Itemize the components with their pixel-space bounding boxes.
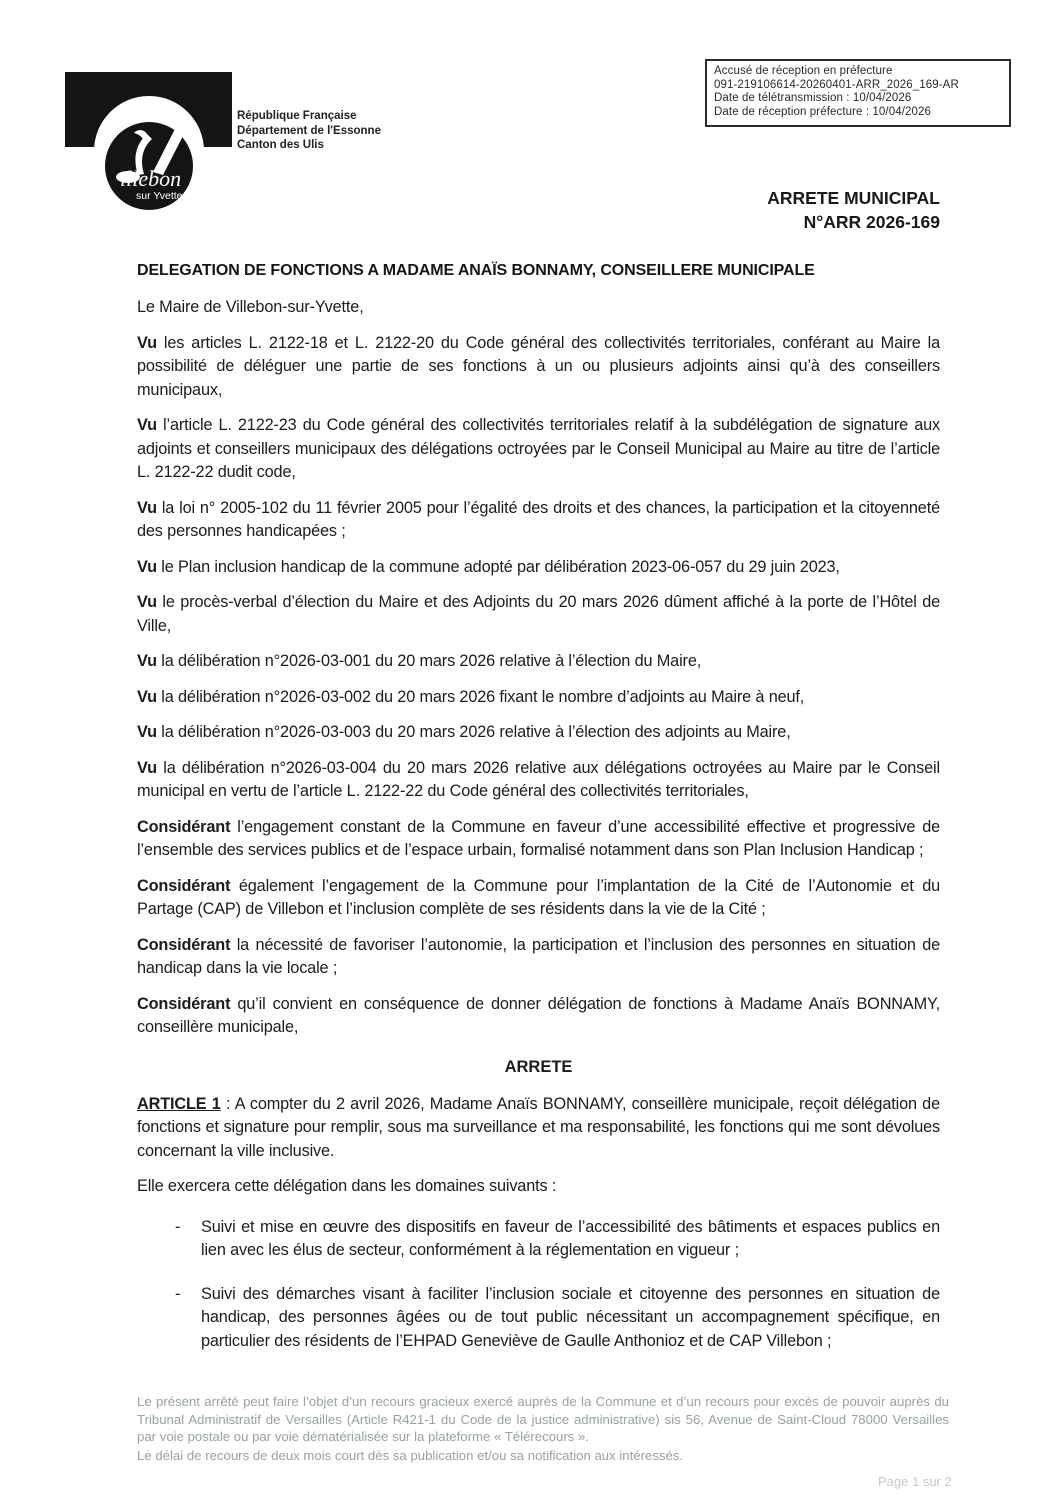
arrete-label: ARRETE [504,1057,573,1076]
article-1-separator: : [220,1094,235,1113]
villebon-logo-icon [64,71,236,219]
vu-lead: Vu [137,498,157,517]
delegation-intro: Elle exercera cette délégation dans les domaines suivants : [137,1177,557,1195]
vu-paragraph [137,497,940,544]
decree-title-block [767,186,940,234]
considerant-lead: Considérant [137,876,231,895]
considerant-text: l’engagement constant de la Commune en faveur d’une accessibilité effective et progressive de l’ensemble des services publics et de l’espace urbain, formalisé notamment dans son Plan Inclusion Handicap ; [137,817,940,859]
article-1-text: A compter du 2 avril 2026, Madame Anaïs BONNAMY, conseillère municipale, reçoit délégation de fonctions et signature pour remplir, sous ma surveillance et ma responsabilité, les fonctions qui me sont dévolues concernant la ville inclusive. [137,1094,940,1160]
vu-lead: Vu [137,593,157,611]
vu-text: la délibération n°2026-03-003 du 20 mars 2026 relative à l’élection des adjoints au Maire, [161,723,791,741]
legal-notice-recourse: Le présent arrêté peut faire l’objet d’un recours gracieux exercé auprès de la Commune et d’un recours pour excès de pouvoir auprès du Tribunal Administratif de Versailles (Article R421-1 du Code de la justice administrative) sis 56, Avenue de Saint-Cloud 78000 Versailles par voie postale ou par voie dématérialisée sur la plateforme « Télérecours ». [137,1394,949,1444]
intro-line: Le Maire de Villebon-sur-Yvette, [137,298,364,316]
vu-paragraph [137,591,940,638]
vu-text: la délibération n°2026-03-001 du 20 mars 2026 relative à l’élection du Maire, [161,652,702,670]
prefecture-receipt-box [705,59,1011,127]
receipt-line-1: Accusé de réception en préfecture [714,65,893,77]
region-line-canton: Canton des Ulis [237,139,324,151]
vu-text: l’article L. 2122-23 du Code général des collectivités territoriales relatif à la subdélégation de signature aux adjoints et conseillers municipaux des délégations octroyées par le Conseil Municipal au Maire au titre de l’article L. 2122-22 dudit code, [137,416,941,481]
vu-paragraph [137,721,940,745]
vu-lead: Vu [137,687,157,706]
decree-number: N°ARR 2026-169 [803,212,940,232]
region-block [237,109,381,153]
receipt-line-2: 091-219106614-20260401-ARR_2026_169-AR [714,78,959,91]
vu-paragraph [137,686,940,710]
vu-lead: Vu [137,416,157,434]
considerant-lead: Considérant [137,994,231,1013]
region-line-departement: Département de l'Essonne [237,124,381,137]
vu-text: la délibération n°2026-03-004 du 20 mars 2026 relative aux délégations octroyées au Maire par le Conseil municipal en vertu de l’article L. 2122-22 du Code général des collectivités territoriales, [137,758,940,800]
considerant-lead: Considérant [137,817,231,836]
bullet-text: Suivi et mise en œuvre des dispositifs en faveur de l’accessibilité des bâtiments et espaces publics en lien avec les élus de secteur, conformément à la réglementation en vigueur ; [201,1217,940,1259]
legal-notice-delay: Le délai de recours de deux mois court dès sa publication et/ou sa notification aux intéressés. [137,1447,684,1463]
article-1-lead: ARTICLE 1 [137,1094,221,1113]
considerant-paragraph [137,993,940,1040]
considerant-text: également l’engagement de la Commune pour l’implantation de la Cité de l’Autonomie et du Partage (CAP) de Villebon et l’inclusion complète de ses résidents dans la vie de la Cité ; [137,876,941,918]
logo-sub-text: sur Yvette [136,190,183,202]
vu-text: le Plan inclusion handicap de la commune adopté par délibération 2023-06-057 du 29 juin 2023, [161,557,840,576]
vu-text: la délibération n°2026-03-002 du 20 mars 2026 fixant le nombre d’adjoints au Maire à neuf, [161,687,805,706]
region-line-republique: République Française [237,110,357,122]
considerant-text: la nécessité de favoriser l’autonomie, la participation et l’inclusion des personnes en situation de handicap dans la vie locale ; [137,935,941,977]
considerant-paragraph [137,875,940,922]
bullet-item [175,1216,940,1263]
vu-text: le procès-verbal d’élection du Maire et des Adjoints du 20 mars 2026 dûment affiché à la porte de l’Hôtel de Ville, [137,593,941,635]
bullet-marker: - [175,1217,181,1236]
vu-lead: Vu [137,557,157,576]
considerant-paragraph [137,816,940,863]
vu-text: les articles L. 2122-18 et L. 2122-20 du Code général des collectivités territoriales, conférant au Maire la possibilité de déléguer une partie de ses fonctions à un ou plusieurs adjoints ainsi qu’à des conseillers municipaux, [137,333,941,399]
receipt-line-4: Date de réception préfecture : 10/04/2026 [714,105,931,118]
vu-lead: Vu [137,333,157,352]
considerant-text: qu’il convient en conséquence de donner délégation de fonctions à Madame Anaïs BONNAMY, conseillère municipale, [137,994,941,1036]
legal-notice [137,1393,949,1464]
vu-paragraph [137,414,940,485]
bullet-marker: - [175,1284,181,1303]
page-number: Page 1 sur 2 [878,1474,952,1489]
receipt-line-3: Date de télétransmission : 10/04/2026 [714,92,912,104]
decree-body [137,262,940,1373]
vu-lead: Vu [137,758,157,777]
decree-heading: DELEGATION DE FONCTIONS A MADAME ANAÏS BONNAMY, CONSEILLERE MUNICIPALE [137,262,815,279]
decree-title: ARRETE MUNICIPAL [767,188,940,208]
vu-paragraph [137,556,940,580]
vu-paragraph [137,650,940,674]
vu-paragraph [137,332,940,403]
article-1-paragraph [137,1093,940,1164]
bullet-text: Suivi des démarches visant à faciliter l’inclusion sociale et citoyenne des personnes en situation de handicap, des personnes âgées ou de tout public nécessitant un accompagnement spécifique, en particulier des résidents de l’EHPAD Geneviève de Gaulle Anthonioz et de CAP Villebon ; [201,1284,940,1350]
villebon-city-logo [64,71,236,219]
vu-lead: Vu [137,723,157,741]
vu-lead: Vu [137,652,157,670]
logo-script-text: illebon [120,166,182,191]
bullet-item [175,1283,940,1354]
vu-paragraph [137,757,940,804]
considerant-lead: Considérant [137,935,231,954]
vu-text: la loi n° 2005-102 du 11 février 2005 pour l’égalité des droits et des chances, la participation et la citoyenneté des personnes handicapées ; [137,498,940,540]
considerant-paragraph [137,934,940,981]
